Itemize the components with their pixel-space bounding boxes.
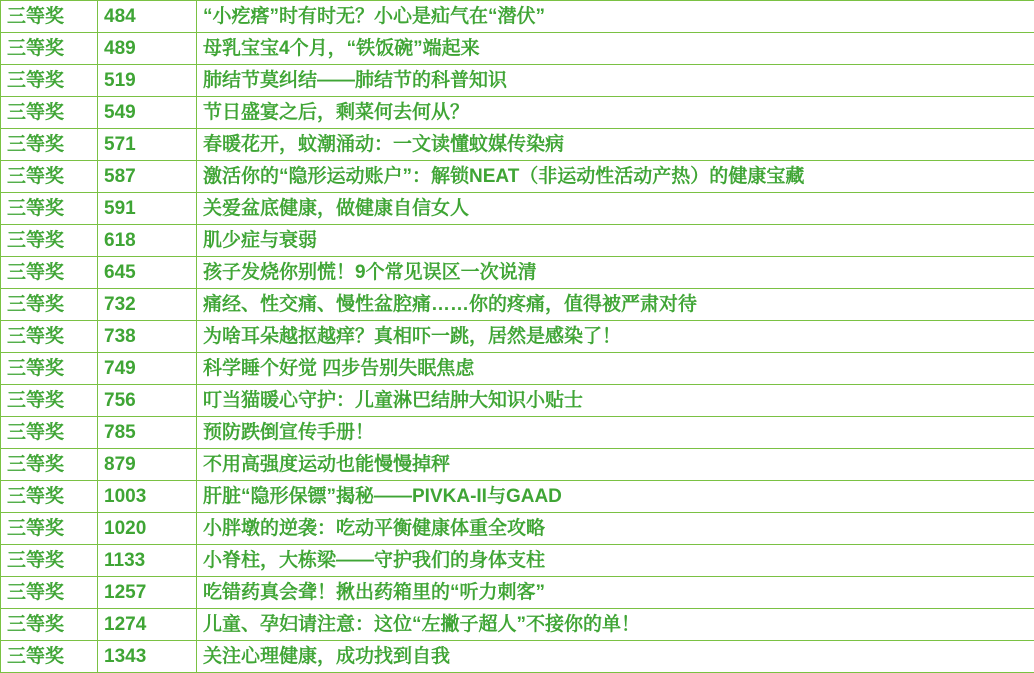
- cell-prize: 三等奖: [1, 353, 98, 385]
- table-row: [1, 609, 1034, 641]
- cell-title: 为啥耳朵越抠越痒？真相吓一跳，居然是感染了！: [197, 321, 1034, 353]
- cell-number: 591: [98, 193, 197, 225]
- cell-prize: 三等奖: [1, 161, 98, 193]
- table-row: [1, 257, 1034, 289]
- cell-number: 879: [98, 449, 197, 481]
- cell-prize: 三等奖: [1, 1, 98, 33]
- cell-prize: 三等奖: [1, 641, 98, 673]
- cell-title: 母乳宝宝4个月，“铁饭碗”端起来: [197, 33, 1034, 65]
- table-row: [1, 289, 1034, 321]
- table-row: [1, 97, 1034, 129]
- cell-number: 738: [98, 321, 197, 353]
- cell-title: 孩子发烧你别慌！9个常见误区一次说清: [197, 257, 1034, 289]
- table-row: [1, 545, 1034, 577]
- table-row: [1, 225, 1034, 257]
- table-row: [1, 33, 1034, 65]
- table-row: [1, 353, 1034, 385]
- cell-title: 儿童、孕妇请注意：这位“左撇子超人”不接你的单！: [197, 609, 1034, 641]
- cell-title: 科学睡个好觉 四步告别失眠焦虑: [197, 353, 1034, 385]
- cell-prize: 三等奖: [1, 97, 98, 129]
- table-row: [1, 513, 1034, 545]
- cell-title: 肺结节莫纠结——肺结节的科普知识: [197, 65, 1034, 97]
- cell-prize: 三等奖: [1, 513, 98, 545]
- cell-title: 节日盛宴之后，剩菜何去何从？: [197, 97, 1034, 129]
- cell-title: 春暖花开，蚊潮涌动：一文读懂蚊媒传染病: [197, 129, 1034, 161]
- cell-number: 732: [98, 289, 197, 321]
- cell-number: 618: [98, 225, 197, 257]
- cell-title: 痛经、性交痛、慢性盆腔痛……你的疼痛，值得被严肃对待: [197, 289, 1034, 321]
- table-row: [1, 481, 1034, 513]
- cell-number: 587: [98, 161, 197, 193]
- cell-number: 1274: [98, 609, 197, 641]
- cell-prize: 三等奖: [1, 321, 98, 353]
- cell-prize: 三等奖: [1, 449, 98, 481]
- cell-number: 1020: [98, 513, 197, 545]
- cell-title: 肌少症与衰弱: [197, 225, 1034, 257]
- table-row: [1, 1, 1034, 33]
- cell-prize: 三等奖: [1, 609, 98, 641]
- cell-prize: 三等奖: [1, 193, 98, 225]
- table-row: [1, 641, 1034, 673]
- table-row: [1, 577, 1034, 609]
- table-row: [1, 129, 1034, 161]
- table-row: [1, 161, 1034, 193]
- cell-number: 1003: [98, 481, 197, 513]
- cell-prize: 三等奖: [1, 289, 98, 321]
- table-row: [1, 321, 1034, 353]
- cell-title: 叮当猫暖心守护：儿童淋巴结肿大知识小贴士: [197, 385, 1034, 417]
- cell-title: 关爱盆底健康，做健康自信女人: [197, 193, 1034, 225]
- table-row: [1, 385, 1034, 417]
- cell-number: 484: [98, 1, 197, 33]
- cell-title: “小疙瘩”时有时无？小心是疝气在“潜伏”: [197, 1, 1034, 33]
- cell-title: 吃错药真会聋！揪出药箱里的“听力刺客”: [197, 577, 1034, 609]
- cell-number: 1257: [98, 577, 197, 609]
- cell-number: 785: [98, 417, 197, 449]
- cell-number: 571: [98, 129, 197, 161]
- table-row: [1, 417, 1034, 449]
- cell-number: 749: [98, 353, 197, 385]
- cell-number: 1133: [98, 545, 197, 577]
- cell-title: 不用高强度运动也能慢慢掉秤: [197, 449, 1034, 481]
- cell-title: 小脊柱，大栋梁——守护我们的身体支柱: [197, 545, 1034, 577]
- cell-prize: 三等奖: [1, 257, 98, 289]
- cell-number: 1343: [98, 641, 197, 673]
- cell-prize: 三等奖: [1, 481, 98, 513]
- cell-prize: 三等奖: [1, 545, 98, 577]
- cell-number: 549: [98, 97, 197, 129]
- cell-number: 645: [98, 257, 197, 289]
- cell-prize: 三等奖: [1, 577, 98, 609]
- cell-prize: 三等奖: [1, 33, 98, 65]
- cell-prize: 三等奖: [1, 225, 98, 257]
- cell-prize: 三等奖: [1, 65, 98, 97]
- cell-number: 756: [98, 385, 197, 417]
- table-row: [1, 65, 1034, 97]
- cell-title: 预防跌倒宣传手册！: [197, 417, 1034, 449]
- table-row: [1, 193, 1034, 225]
- cell-prize: 三等奖: [1, 385, 98, 417]
- table-body: [1, 1, 1034, 673]
- cell-title: 关注心理健康，成功找到自我: [197, 641, 1034, 673]
- cell-number: 489: [98, 33, 197, 65]
- cell-title: 激活你的“隐形运动账户”：解锁NEAT（非运动性活动产热）的健康宝藏: [197, 161, 1034, 193]
- cell-number: 519: [98, 65, 197, 97]
- table-row: [1, 449, 1034, 481]
- cell-title: 小胖墩的逆袭：吃动平衡健康体重全攻略: [197, 513, 1034, 545]
- cell-prize: 三等奖: [1, 129, 98, 161]
- cell-title: 肝脏“隐形保镖”揭秘——PIVKA-II与GAAD: [197, 481, 1034, 513]
- cell-prize: 三等奖: [1, 417, 98, 449]
